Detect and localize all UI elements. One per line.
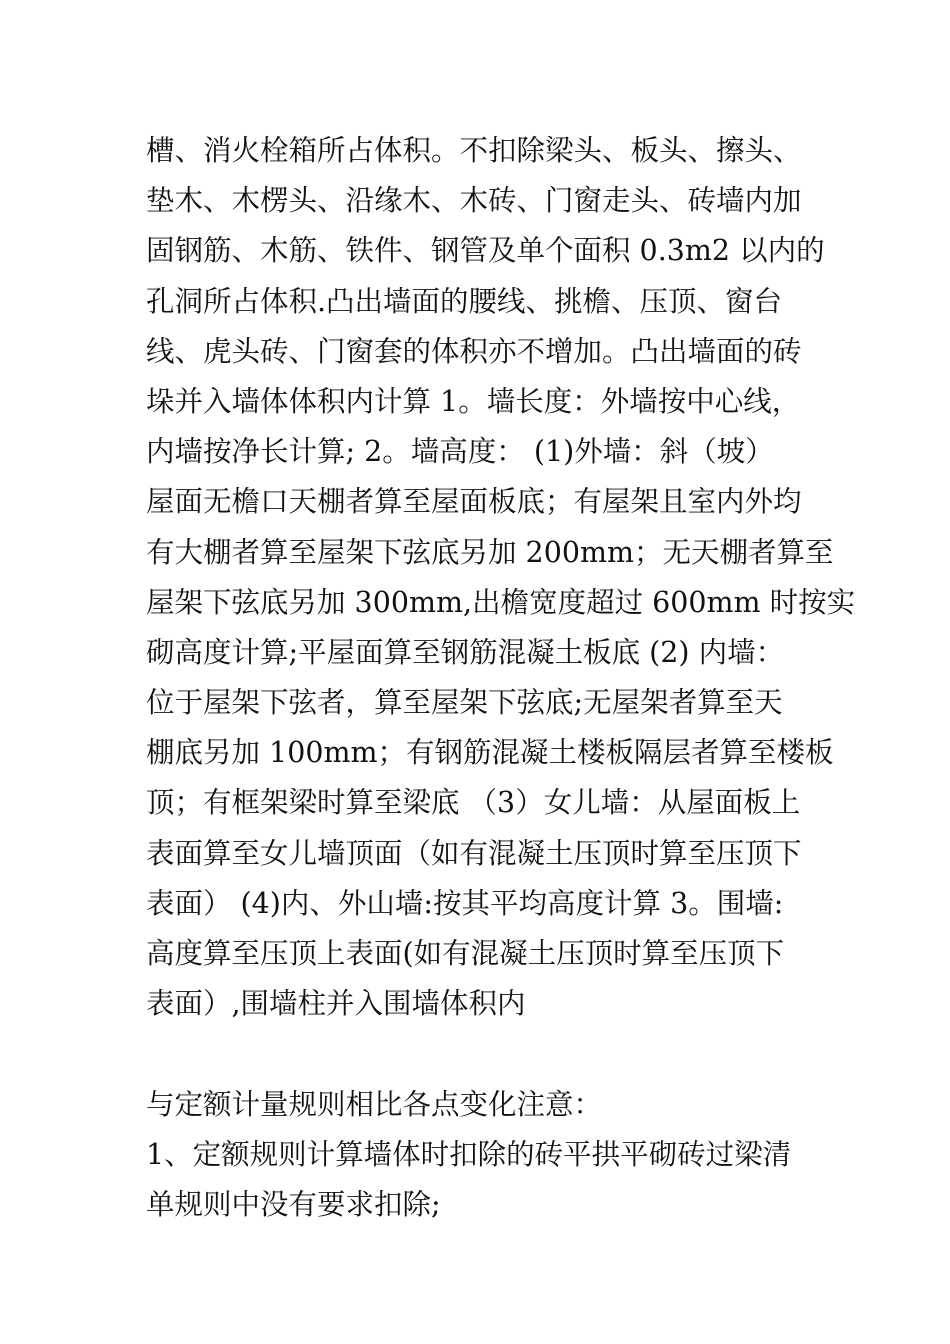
text-line: 内墙按净长计算; 2。墙高度： (1)外墙：斜（坡） xyxy=(146,435,774,469)
text-line: 垛并入墙体体积内计算 1。墙长度：外墙按中心线， xyxy=(146,384,801,418)
text-line: 顶；有框架梁时算至梁底 （3）女儿墙：从屋面板上 xyxy=(146,786,801,820)
text-line: 1、定额规则计算墙体时扣除的砖平拱平砌砖过梁清 xyxy=(146,1137,792,1171)
document-body xyxy=(146,126,856,1230)
section-heading: 与定额计量规则相比各点变化注意： xyxy=(146,1087,603,1121)
text-line: 线、虎头砖、门窗套的体积亦不增加。凸出墙面的砖 xyxy=(146,334,802,368)
text-line: 屋面无檐口天棚者算至屋面板底；有屋架且室内外均 xyxy=(146,485,802,519)
text-line: 位于屋架下弦者，算至屋架下弦底;无屋架者算至天 xyxy=(146,686,783,720)
text-line: 表面）,围墙柱并入围墙体积内 xyxy=(146,987,526,1021)
paragraph-wall-height-rules xyxy=(146,126,856,1029)
paragraph-rule-changes xyxy=(146,1080,816,1231)
text-line: 屋架下弦底另加 300mm,出檐宽度超过 600mm 时按实 xyxy=(146,585,856,619)
text-line: 砌高度计算;平屋面算至钢筋混凝土板底 (2) 内墙： xyxy=(146,635,785,669)
text-line: 槽、消火栓箱所占体积。不扣除梁头、板头、擦头、 xyxy=(146,134,802,167)
text-line: 垫木、木楞头、沿缘木、木砖、门窗走头、砖墙内加 xyxy=(146,184,802,218)
text-line: 表面算至女儿墙顶面（如有混凝土压顶时算至压顶下 xyxy=(146,836,802,870)
paragraph-gap xyxy=(146,1029,816,1079)
text-line: 固钢筋、木筋、铁件、钢管及单个面积 0.3m2 以内的 xyxy=(146,234,825,268)
text-line: 孔洞所占体积.凸出墙面的腰线、挑檐、压顶、窗台 xyxy=(146,284,783,318)
text-line: 高度算至压顶上表面(如有混凝土压顶时算至压顶下 xyxy=(146,937,785,970)
text-line: 棚底另加 100mm；有钢筋混凝土楼板隔层者算至楼板 xyxy=(146,736,834,770)
text-line: 表面） (4)内、外山墙:按其平均高度计算 3。围墙: xyxy=(146,886,784,920)
text-line: 有大棚者算至屋架下弦底另加 200mm；无天棚者算至 xyxy=(146,535,834,569)
text-line: 单规则中没有要求扣除; xyxy=(146,1187,441,1221)
